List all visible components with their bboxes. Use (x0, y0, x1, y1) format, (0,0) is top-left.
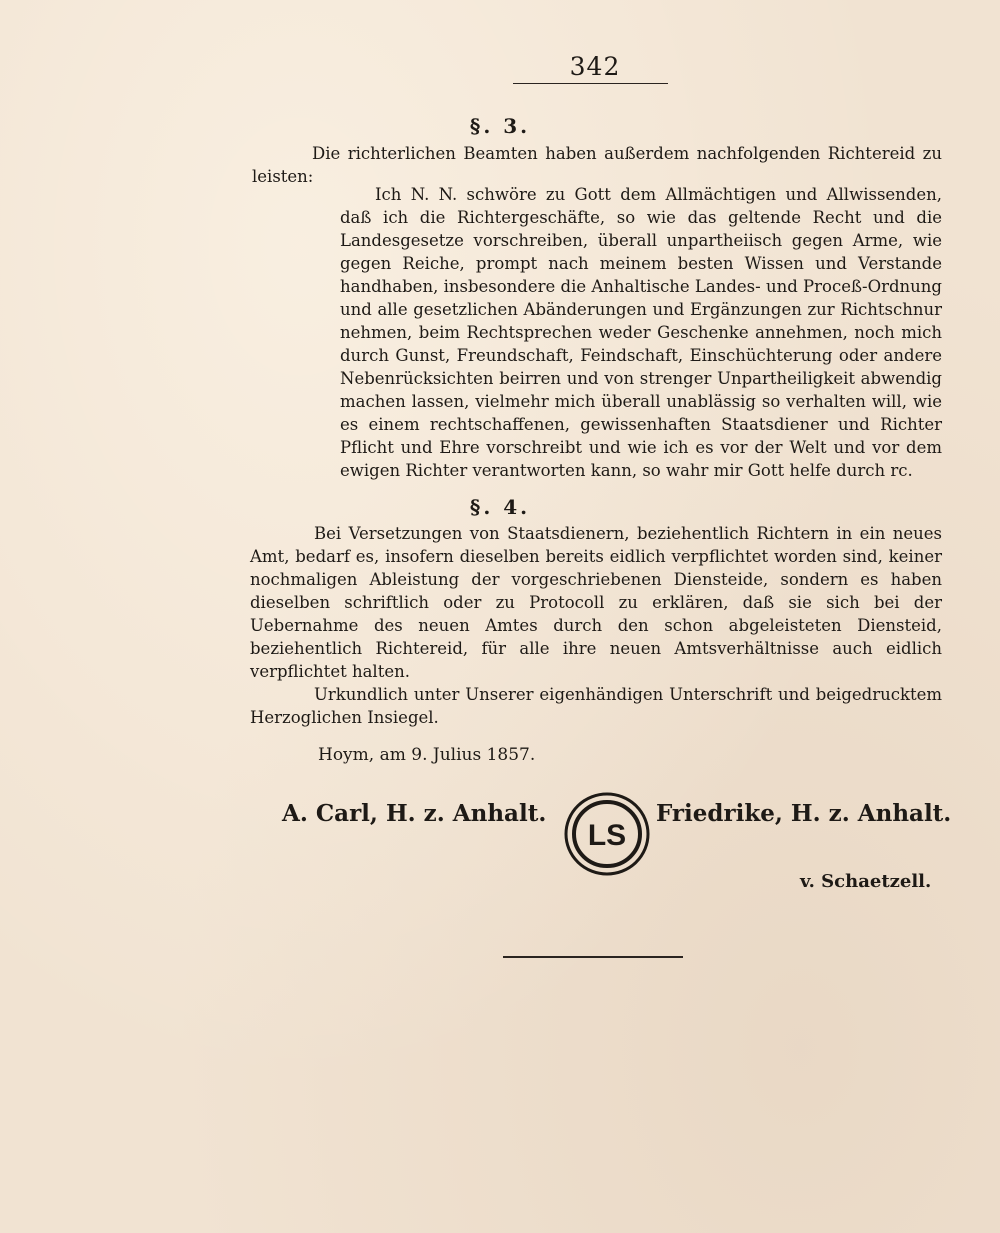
closing-formula: Urkundlich unter Unserer eigenhändigen Unterschrift und beigedrucktem Herzoglichen Insiegel. (250, 685, 942, 727)
section-3-intro: Die richterlichen Beamten haben außerdem nachfolgenden Richtereid zu leisten: (252, 144, 942, 186)
section-3-heading: §. 3. (469, 114, 531, 138)
end-rule (503, 956, 683, 958)
section-4-heading: §. 4. (469, 495, 531, 519)
header-rule (513, 83, 668, 84)
section-4-text: Bei Versetzungen von Staatsdienern, beziehentlich Richtern in ein neues Amt, bedarf es, insofern dieselben bereits eidlich verpflichtet worden sind, keiner nochmaligen Ableistung der vorgeschriebenen Diensteide, sondern es haben dieselben schriftlich oder zu Protocoll zu erklären, daß sie sich bei der Uebernahme des neuen Amtes durch den schon abgeleisteten Diensteid, beziehentlich Richtereid, für alle ihre neuen Amtsverhältnisse auch eidlich verpflichtet halten. (250, 524, 942, 681)
place-date-line: Hoym, am 9. Julius 1857. (318, 745, 536, 765)
seal-stamp (563, 790, 651, 878)
page-number: 342 (569, 52, 621, 81)
seal-label: LS (587, 819, 627, 852)
judge-oath-text: Ich N. N. schwöre zu Gott dem Allmächtigen und Allwissenden, daß ich die Richtergeschäfte, so wie das geltende Recht und die Landesgesetze vorschreiben, überall unpartheiisch gegen Arme, wie gegen Reiche, prompt nach meinem besten Wissen und Verstande handhaben, insbesondere die Anhaltische Landes- und Proceß-Ordnung und alle gesetzlichen Abänderungen und Ergänzungen zur Richtschnur nehmen, beim Rechtsprechen weder Geschenke annehmen, noch mich durch Gunst, Freundschaft, Feindschaft, Einschüchterung oder andere Nebenrücksichten beirren und von strenger Unpartheiligkeit abwendig machen lassen, vielmehr mich überall unablässig so verhalten will, wie es einem rechtschaffenen, gewissenhaften Staatsdiener und Richter Pflicht und Ehre vorschreibt und wie ich es vor der Welt und vor dem ewigen Richter verantworten kann, so wahr mir Gott helfe durch rc. (340, 185, 942, 480)
signature-duke: A. Carl, H. z. Anhalt. (282, 800, 547, 827)
countersignature: v. Schaetzell. (800, 871, 932, 892)
signature-duchess: Friedrike, H. z. Anhalt. (656, 800, 952, 827)
